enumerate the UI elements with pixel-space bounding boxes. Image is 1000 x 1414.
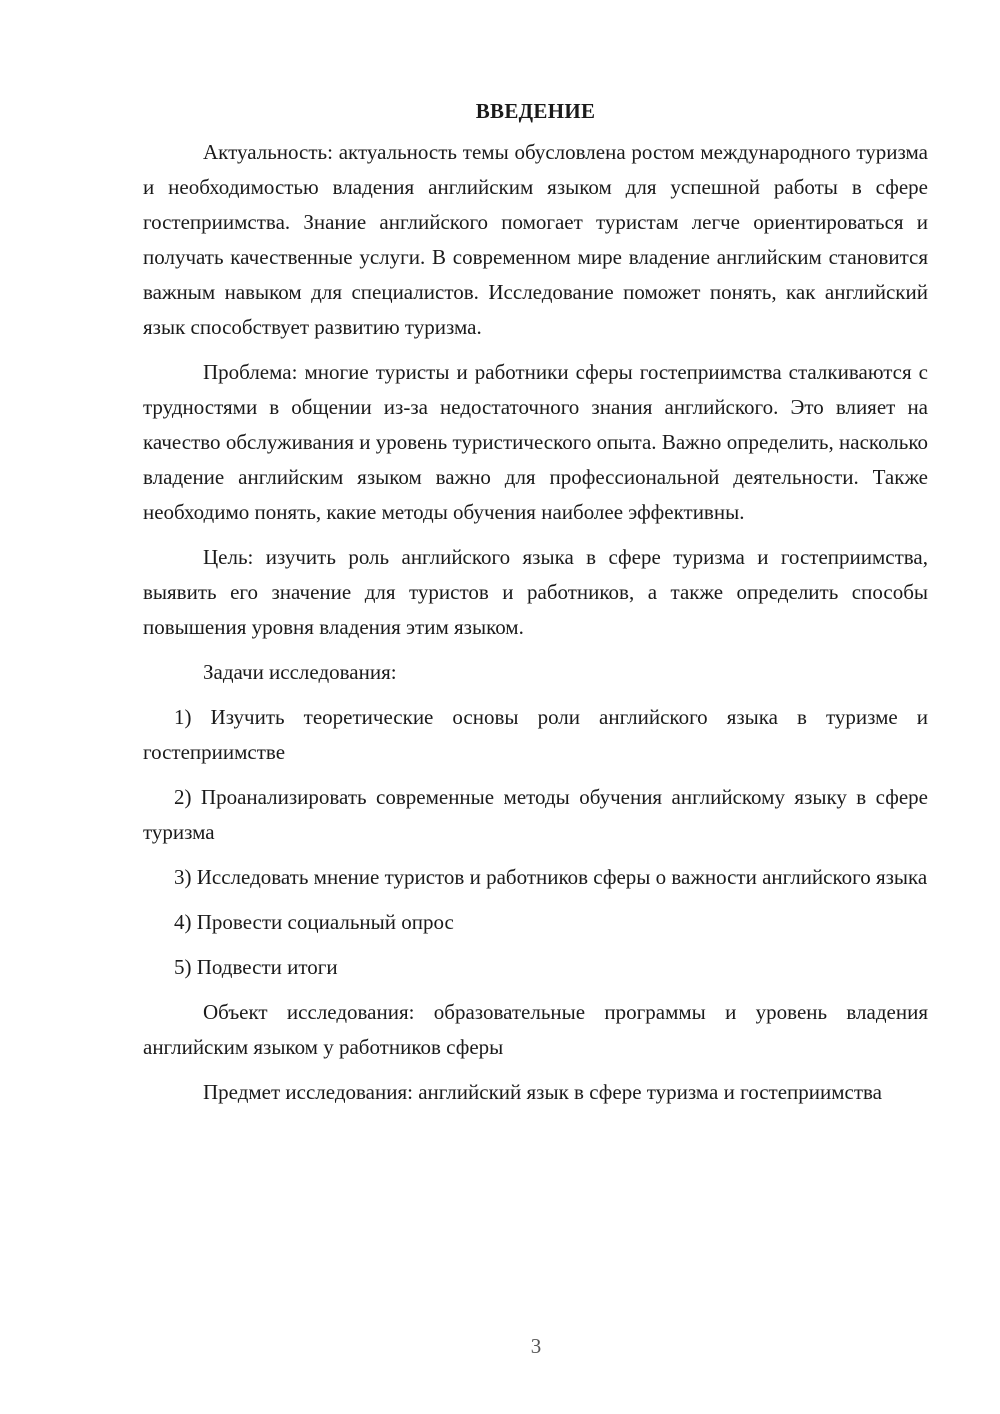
task-item-3: 3) Исследовать мнение туристов и работников сферы о важности английского языка — [174, 865, 928, 889]
page-number: 3 — [530, 1334, 542, 1358]
task-item-4: 4) Провести социальный опрос — [174, 910, 454, 934]
subject-paragraph: Предмет исследования: английский язык в сфере туризма и гостеприимства — [203, 1080, 883, 1104]
page-title: ВВЕДЕНИЕ — [475, 99, 596, 123]
problem-paragraph: Проблема: многие туристы и работники сферы гостеприимства сталкиваются с трудностями в общении из-за недостаточного знания английского. Это влияет на качество обслуживания и уровень туристического опыта. Важно определить, насколько владение английским языком важно для профессиональной деятельности. Также необходимо понять, какие методы обучения наиболее эффективны. — [143, 360, 928, 524]
goal-paragraph: Цель: изучить роль английского языка в сфере туризма и гостеприимства, выявить его значение для туристов и работников, а также определить способы повышения уровня владения этим языком. — [143, 545, 928, 639]
task-item-1: 1) Изучить теоретические основы роли английского языка в туризме и гостеприимстве — [143, 705, 928, 764]
task-item-2: 2) Проанализировать современные методы обучения английскому языку в сфере туризма — [143, 785, 928, 844]
object-paragraph: Объект исследования: образовательные программы и уровень владения английским языком у работников сферы — [143, 1000, 928, 1059]
relevance-paragraph: Актуальность: актуальность темы обусловлена ростом международного туризма и необходимостью владения английским языком для успешной работы в сфере гостеприимства. Знание английского помогает туристам легче ориентироваться и получать качественные услуги. В современном мире владение английским становится важным навыком для специалистов. Исследование поможет понять, как английский язык способствует развитию туризма. — [143, 140, 928, 339]
task-item-5: 5) Подвести итоги — [174, 955, 338, 979]
tasks-heading: Задачи исследования: — [203, 660, 397, 684]
tasks-list — [143, 700, 928, 985]
page-content — [143, 94, 928, 1120]
